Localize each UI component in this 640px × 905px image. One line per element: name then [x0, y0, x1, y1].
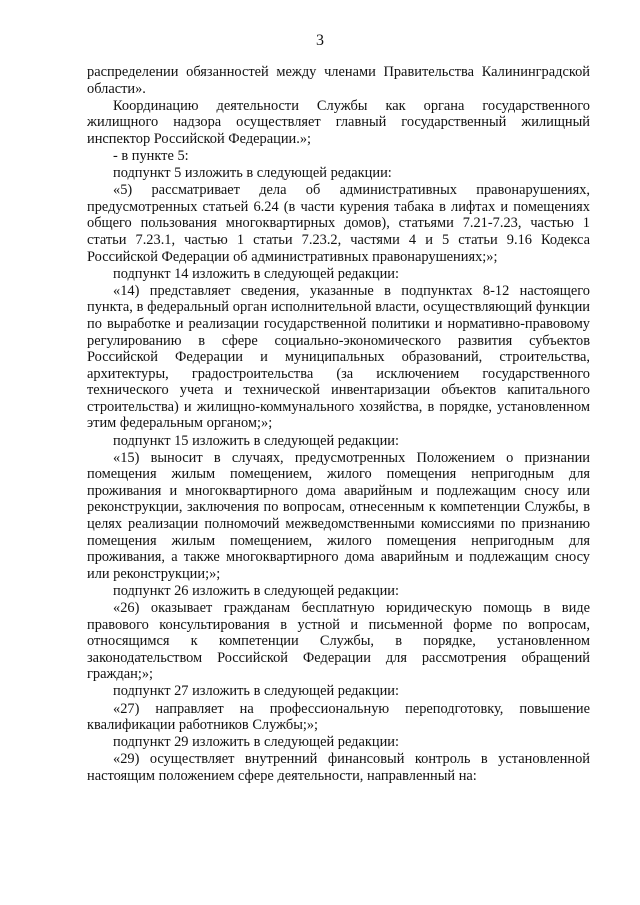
paragraph: распределении обязанностей между членами Правительства Калининградской области». [87, 64, 590, 97]
paragraph: подпункт 14 изложить в следующей редакции: [113, 265, 399, 282]
document-body [87, 64, 590, 785]
paragraph: подпункт 26 изложить в следующей редакции: [113, 582, 399, 599]
paragraph: - в пункте 5: [113, 147, 189, 164]
paragraph: подпункт 29 изложить в следующей редакции: [113, 734, 399, 751]
paragraph: «27) направляет на профессиональную переподготовку, повышение квалификации работников Службы;»; [87, 700, 590, 734]
paragraph: подпункт 15 изложить в следующей редакции: [113, 432, 399, 449]
paragraph: Координацию деятельности Службы как органа государственного жилищного надзора осуществляет главный государственный жилищный инспектор Российской Федерации.»; [87, 97, 590, 147]
paragraph: «29) осуществляет внутренний финансовый контроль в установленной настоящим положением сфере деятельности, направленный на: [87, 751, 590, 784]
paragraph: «5) рассматривает дела об административных правонарушениях, предусмотренных статьей 6.24 (в части курения табака в лифтах и помещениях общего пользования многоквартирных домов), статьями 7.21-7.23, частью 1 статьи 7.23.1, частью 1 статьи 7.23.2, частями 4 и 5 статьи 9.16 Кодекса Российской Федерации об административных правонарушениях;»; [87, 182, 590, 265]
paragraph: подпункт 27 изложить в следующей редакции: [113, 683, 399, 700]
paragraph: «26) оказывает гражданам бесплатную юридическую помощь в виде правового консультирования в устной и письменной форме по вопросам, относящимся к компетенции Службы, в порядке, установленном законодательством Российской Федерации для рассмотрения обращений граждан;»; [87, 600, 590, 683]
paragraph: «15) выносит в случаях, предусмотренных Положением о признании помещения жилым помещением, жилого помещения непригодным для проживания и многоквартирного дома аварийным и подлежащим сносу или реконструкции, заключения по вопросам, отнесенным к компетенции Службы, в целях реализации полномочий межведомственными комиссиями по признанию помещения жилым помещением, жилого помещения непригодным для проживания, а также многоквартирного дома аварийным и подлежащим сносу или реконструкции;»; [87, 449, 590, 582]
paragraph: «14) представляет сведения, указанные в подпунктах 8-12 настоящего пункта, в федеральный орган исполнительной власти, осуществляющий функции по выработке и реализации государственной политики и нормативно-правовому регулированию в сфере социально-экономического развития субъектов Российской Федерации и муниципальных образований, строительства, архитектуры, градостроительства (за исключением государственного технического учета и технической инвентаризации объектов капитального строительства) и жилищно-коммунального хозяйства, в порядке, установленном этим федеральным органом;»; [87, 282, 590, 432]
paragraph: подпункт 5 изложить в следующей редакции: [113, 165, 392, 182]
page-number: 3 [316, 32, 324, 49]
